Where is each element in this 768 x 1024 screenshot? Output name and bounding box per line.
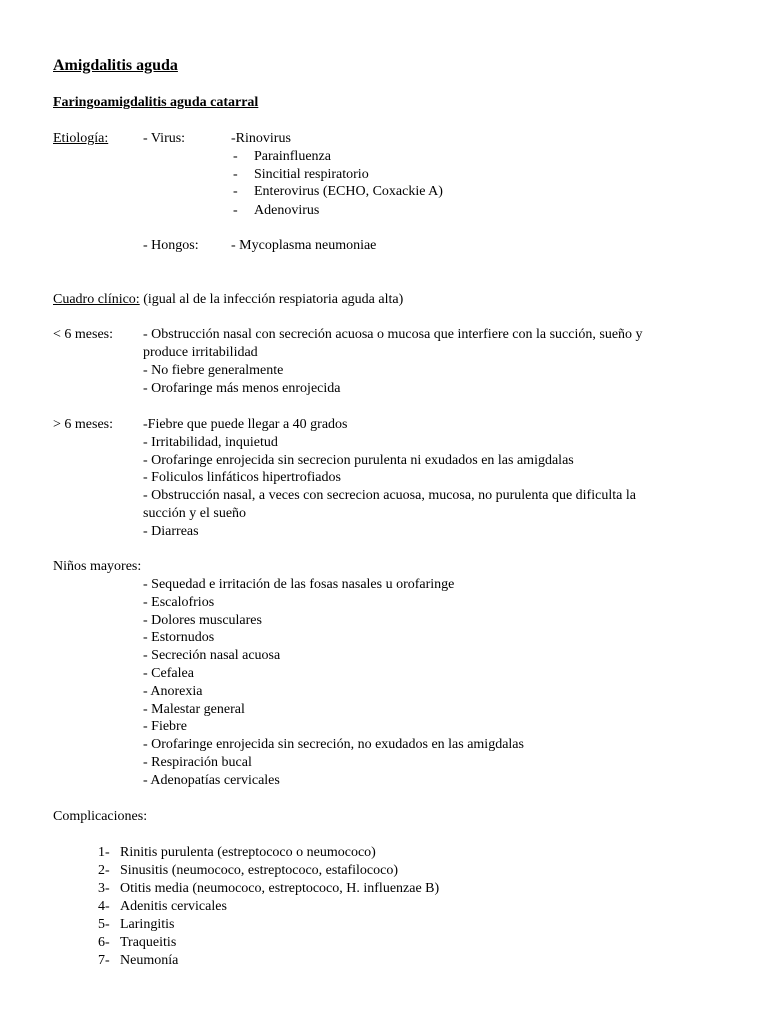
hongos-label: - Hongos: [143,238,199,253]
ninos-mayores-line: - Cefalea [143,666,194,681]
ninos-mayores-line: - Estornudos [143,630,215,645]
mas-6-meses-line: - Orofaringe enrojecida sin secrecion purulenta ni exudados en las amigdalas [143,453,574,468]
ninos-mayores-line: - Anorexia [143,684,203,699]
virus-item-bullet: - [233,184,238,199]
virus-item-bullet: - [233,167,238,182]
menos-6-meses-label: < 6 meses: [53,327,113,342]
mas-6-meses-line: - Diarreas [143,524,199,539]
virus-item: Adenovirus [254,203,320,218]
ninos-mayores-line: - Orofaringe enrojecida sin secreción, no exudados en las amigdalas [143,737,524,752]
mas-6-meses-label: > 6 meses: [53,417,113,432]
complicacion-number: 1- [98,845,110,860]
cuadro-clinico-label: Cuadro clínico: [53,292,140,307]
mas-6-meses-line: - Foliculos linfáticos hipertrofiados [143,470,341,485]
ninos-mayores-line: - Adenopatías cervicales [143,773,280,788]
ninos-mayores-line: - Sequedad e irritación de las fosas nasales u orofaringe [143,577,455,592]
mas-6-meses-line: -Fiebre que puede llegar a 40 grados [143,417,348,432]
complicacion-item: Adenitis cervicales [120,899,227,914]
mas-6-meses-line: - Obstrucción nasal, a veces con secrecion acuosa, mucosa, no purulenta que dificulta la [143,488,636,503]
hongos-value: - Mycoplasma neumoniae [231,238,377,253]
complicacion-item: Traqueitis [120,935,177,950]
complicacion-item: Neumonía [120,953,179,968]
complicacion-number: 3- [98,881,110,896]
mas-6-meses-line: succión y el sueño [143,506,247,521]
complicacion-item: Laringitis [120,917,175,932]
ninos-mayores-line: - Respiración bucal [143,755,252,770]
virus-item: Sincitial respiratorio [254,167,369,182]
complicacion-item: Sinusitis (neumococo, estreptococo, estafilococo) [120,863,398,878]
menos-6-meses-line: - Obstrucción nasal con secreción acuosa o mucosa que interfiere con la succión, sueño y [143,327,643,342]
virus-label: - Virus: [143,131,186,146]
virus-item-bullet: - [233,149,238,164]
complicacion-number: 2- [98,863,110,878]
menos-6-meses-line: - No fiebre generalmente [143,363,284,378]
ninos-mayores-label: Niños mayores: [53,559,142,574]
complicacion-number: 5- [98,917,110,932]
menos-6-meses-line: - Orofaringe más menos enrojecida [143,381,341,396]
complicacion-item: Rinitis purulenta (estreptococo o neumococo) [120,845,376,860]
complicacion-number: 6- [98,935,110,950]
ninos-mayores-line: - Malestar general [143,702,245,717]
complicacion-item: Otitis media (neumococo, estreptococo, H. influenzae B) [120,881,440,896]
ninos-mayores-line: - Dolores musculares [143,613,262,628]
complicacion-number: 4- [98,899,110,914]
menos-6-meses-line: produce irritabilidad [143,345,258,360]
virus-item: Enterovirus (ECHO, Coxackie A) [254,184,443,199]
ninos-mayores-line: - Escalofrios [143,595,215,610]
etiologia-label: Etiología: [53,131,109,146]
mas-6-meses-line: - Irritabilidad, inquietud [143,435,278,450]
virus-first-item: -Rinovirus [231,131,291,146]
cuadro-clinico-line [53,291,403,309]
ninos-mayores-line: - Fiebre [143,719,187,734]
document-title: Amigdalitis aguda [53,57,178,74]
section-subtitle: Faringoamigdalitis aguda catarral [53,95,259,110]
complicaciones-label: Complicaciones: [53,809,148,824]
cuadro-clinico-note: (igual al de la infección respiatoria aguda alta) [139,292,404,307]
ninos-mayores-line: - Secreción nasal acuosa [143,648,281,663]
virus-item-bullet: - [233,203,238,218]
virus-item: Parainfluenza [254,149,331,164]
complicacion-number: 7- [98,953,110,968]
